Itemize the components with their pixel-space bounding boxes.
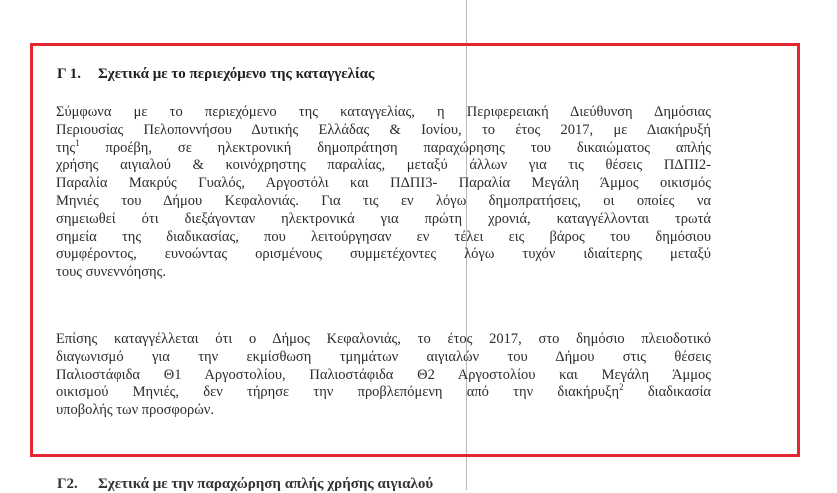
paragraph-line: σημειωθεί ότι διεξάγονταν ηλεκτρονικά για πρώτη χρονιά, καταγγέλλονται τρωτά bbox=[56, 210, 711, 227]
paragraph-line: σημεία της διαδικασίας, που λειτούργησαν εν τέλει εις βάρος του δημόσιου bbox=[56, 228, 711, 245]
next-section-number: Γ2. bbox=[57, 476, 78, 492]
paragraph-line: Παραλία Μακρύς Γυαλός, Αργοστόλι και ΠΔΠΙ3- Παραλία Μεγάλη Άμμος οικισμός bbox=[56, 175, 711, 192]
line-prefix: της bbox=[56, 139, 76, 156]
paragraph-line: συμφέροντος, ευνοώντας ορισμένους συμμετέχοντες λόγω τυχόν ιδιαίτερης μεταξύ bbox=[56, 246, 711, 263]
paragraph-2 bbox=[56, 331, 711, 420]
paragraph-line: τους συνεννόησης. bbox=[56, 264, 166, 281]
paragraph-line: Παλιοστάφιδα Θ1 Αργοστολίου, Παλιοστάφιδα Θ2 Αργοστολίου και Μεγάλη Άμμος bbox=[56, 366, 711, 383]
line-before: οικισμού Μηνιές, δεν τήρησε την προβλεπόμενη από την διακήρυξη bbox=[56, 384, 620, 401]
next-section-title: Σχετικά με την παραχώρηση απλής χρήσης αιγιαλού bbox=[98, 476, 434, 492]
section-title: Σχετικά με το περιεχόμενο της καταγγελίας bbox=[98, 66, 375, 82]
footnote-marker[interactable]: 1 bbox=[75, 137, 80, 148]
paragraph-line: Περιουσίας Πελοποννήσου Δυτικής Ελλάδας & Ιονίου, το έτος 2017, με Διακήρυξή bbox=[56, 121, 711, 138]
section-heading bbox=[57, 66, 374, 83]
paragraph-line: Μηνιές του Δήμου Κεφαλονιάς. Για τις εν λόγω δημοπρατήσεις, οι οποίες να bbox=[56, 192, 711, 209]
next-section-heading bbox=[57, 476, 433, 493]
paragraph-line: υποβολής των προσφορών. bbox=[56, 402, 214, 419]
paragraph-1 bbox=[56, 104, 711, 282]
paragraph-line bbox=[56, 137, 712, 158]
paragraph-line: Σύμφωνα με το περιεχόμενο της καταγγελίας, η Περιφερειακή Διεύθυνση Δημόσιας bbox=[56, 104, 711, 120]
line-rest: προέβη, σε ηλεκτρονική δημοπράτηση παραχώρησης του δικαιώματος απλής bbox=[105, 139, 712, 156]
section-number: Γ 1. bbox=[57, 66, 81, 82]
paragraph-line: διαγωνισμό για την εκμίσθωση τμημάτων αιγιαλών του Δήμου στις θέσεις bbox=[56, 348, 711, 365]
line-after: διαδικασία bbox=[623, 384, 711, 401]
paragraph-line: Επίσης καταγγέλλεται ότι ο Δήμος Κεφαλονιάς, το έτος 2017, στο δημόσιο πλειοδοτικό bbox=[56, 331, 711, 347]
footnote-marker[interactable]: 2 bbox=[619, 382, 624, 393]
paragraph-line: χρήσης αιγιαλού & κοινόχρηστης παραλίας, μεταξύ άλλων για τις θέσεις ΠΔΠΙ2- bbox=[56, 157, 711, 174]
paragraph-line bbox=[56, 384, 711, 402]
